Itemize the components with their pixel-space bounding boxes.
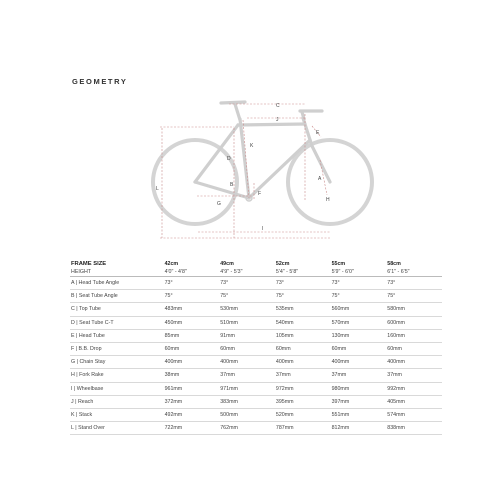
table-cell: 600mm [386, 316, 442, 329]
table-cell: 372mm [164, 395, 220, 408]
table-row [70, 356, 442, 369]
table-cell: 6'1" - 6'5" [386, 268, 442, 277]
table-cell: 580mm [386, 303, 442, 316]
table-cell: 37mm [275, 369, 331, 382]
header-cell: FRAME SIZE [71, 260, 107, 267]
table-row [70, 316, 442, 329]
table-cell: 405mm [386, 395, 442, 408]
table-cell: 500mm [219, 408, 275, 421]
table-cell: J | Reach [70, 395, 164, 408]
table-cell: 4'0" - 4'8" [164, 268, 220, 277]
table-cell: 60mm [275, 342, 331, 355]
table-cell: 73° [219, 277, 275, 290]
table-cell: 75° [331, 290, 387, 303]
label-h: H [326, 197, 330, 203]
table-height-row [70, 268, 442, 277]
table-cell: 37mm [219, 369, 275, 382]
table-cell: 37mm [331, 369, 387, 382]
table-cell: 551mm [331, 408, 387, 421]
table-cell: 73° [386, 277, 442, 290]
header-cell: 49cm [220, 260, 234, 267]
header-cell: 42cm [164, 260, 179, 267]
table-row [70, 382, 442, 395]
table-cell: 60mm [164, 342, 220, 355]
bike-frame [195, 102, 330, 198]
label-a: A [318, 176, 322, 182]
table-cell: 400mm [275, 356, 331, 369]
table-row [70, 277, 442, 290]
label-g: G [217, 201, 221, 207]
header-cell: 52cm [275, 260, 290, 267]
table-cell: 787mm [275, 422, 331, 435]
table-cell: 838mm [386, 422, 442, 435]
table-cell: 492mm [164, 408, 220, 421]
table-row [70, 395, 442, 408]
table-cell: 570mm [331, 316, 387, 329]
label-l: L [156, 186, 159, 192]
table-cell: 73° [275, 277, 331, 290]
table-cell: 762mm [219, 422, 275, 435]
table-cell: 75° [164, 290, 220, 303]
table-header-row [70, 259, 442, 268]
table-cell: L | Stand Over [70, 422, 164, 435]
table-cell: H | Fork Rake [70, 369, 164, 382]
table-cell: I | Wheelbase [70, 382, 164, 395]
table-cell: 37mm [386, 369, 442, 382]
table-cell: 38mm [164, 369, 220, 382]
table-row [70, 329, 442, 342]
label-b: B [230, 182, 234, 188]
table-cell: 395mm [275, 395, 331, 408]
table-cell: 60mm [331, 342, 387, 355]
label-d: D [227, 156, 231, 162]
table-cell: 91mm [219, 329, 275, 342]
table-cell: 105mm [275, 329, 331, 342]
table-cell: 383mm [219, 395, 275, 408]
table-row [70, 303, 442, 316]
table-cell: F | B.B. Drop [70, 342, 164, 355]
table-cell: 812mm [331, 422, 387, 435]
table-cell: 400mm [219, 356, 275, 369]
table-cell: 510mm [219, 316, 275, 329]
table-cell: E | Head Tube [70, 329, 164, 342]
table-cell: 971mm [219, 382, 275, 395]
table-cell: 540mm [275, 316, 331, 329]
table-cell: 397mm [331, 395, 387, 408]
table-cell: 400mm [386, 356, 442, 369]
table-cell: D | Seat Tube C-T [70, 316, 164, 329]
table-cell: 75° [275, 290, 331, 303]
table-cell: 130mm [331, 329, 387, 342]
label-f: F [258, 191, 262, 197]
table-cell: 5'4" - 5'8" [275, 268, 331, 277]
table-row [70, 369, 442, 382]
table-cell: 400mm [164, 356, 220, 369]
table-cell: 4'9" - 5'3" [219, 268, 275, 277]
table-row [70, 290, 442, 303]
header-cell: 55cm [331, 260, 346, 267]
label-c: C [276, 103, 280, 109]
table-cell: C | Top Tube [70, 303, 164, 316]
table-cell: 60mm [219, 342, 275, 355]
label-k: K [250, 143, 254, 149]
table-cell: 160mm [386, 329, 442, 342]
table-cell: 75° [219, 290, 275, 303]
table-cell: 530mm [219, 303, 275, 316]
label-i: I [262, 226, 264, 232]
table-cell: 400mm [331, 356, 387, 369]
table-cell: 520mm [275, 408, 331, 421]
table-cell: A | Head Tube Angle [70, 277, 164, 290]
table-cell: 535mm [275, 303, 331, 316]
table-cell: 972mm [275, 382, 331, 395]
header-cell: 58cm [387, 260, 401, 267]
table-cell: 574mm [386, 408, 442, 421]
section-title: GEOMETRY [72, 77, 128, 86]
table-cell: K | Stack [70, 408, 164, 421]
table-cell: 722mm [164, 422, 220, 435]
table-cell: 483mm [164, 303, 220, 316]
table-cell: G | Chain Stay [70, 356, 164, 369]
table-cell: 980mm [331, 382, 387, 395]
table-row [70, 422, 442, 435]
table-row [70, 342, 442, 355]
table-cell: 73° [331, 277, 387, 290]
label-j: J [276, 117, 279, 123]
table-row [70, 408, 442, 421]
table-cell: 85mm [164, 329, 220, 342]
table-cell: B | Seat Tube Angle [70, 290, 164, 303]
table-cell: 992mm [386, 382, 442, 395]
table-cell: 60mm [386, 342, 442, 355]
geometry-table [70, 259, 442, 435]
label-e: E [316, 130, 320, 136]
table-cell: 5'9" - 6'0" [331, 268, 387, 277]
table-cell: 73° [164, 277, 220, 290]
table-cell: 961mm [164, 382, 220, 395]
table-cell: 450mm [164, 316, 220, 329]
table-cell: 75° [386, 290, 442, 303]
table-cell: 560mm [331, 303, 387, 316]
table-cell: HEIGHT [70, 268, 164, 277]
